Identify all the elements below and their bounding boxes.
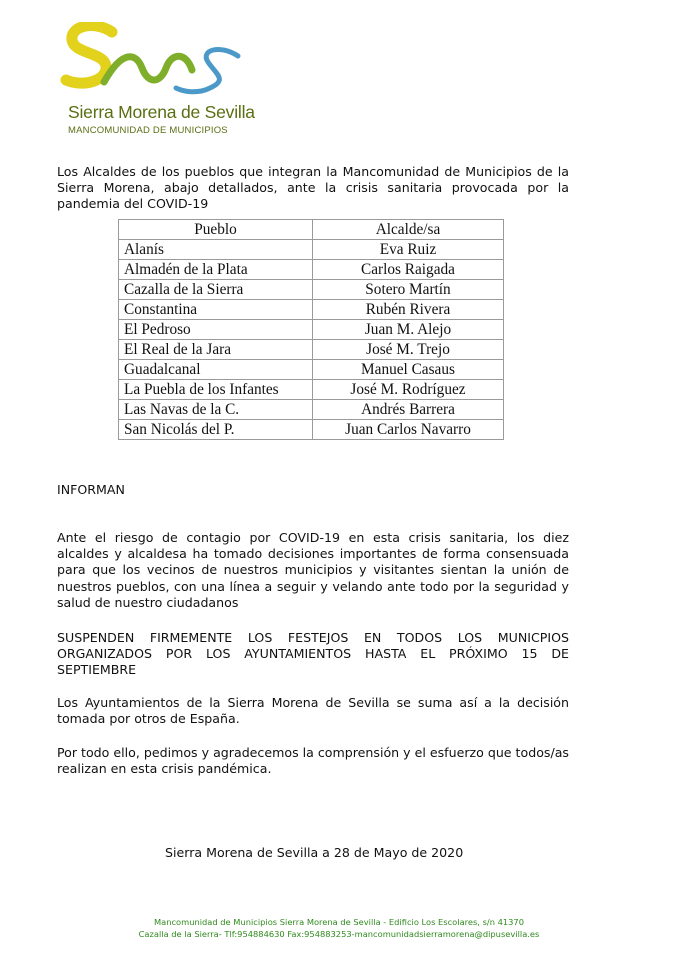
mayor-cell: Manuel Casaus [313, 360, 504, 380]
mayor-cell: Juan Carlos Navarro [313, 420, 504, 440]
body-paragraph: Los Ayuntamientos de la Sierra Morena de Sevilla se suma así a la decisión tomada por otros de España. [57, 695, 569, 727]
table-row [119, 340, 504, 360]
mayor-cell: José M. Trejo [313, 340, 504, 360]
column-header-pueblo: Pueblo [119, 220, 313, 240]
town-cell: San Nicolás del P. [119, 420, 313, 440]
town-cell: Constantina [119, 300, 313, 320]
town-cell: El Real de la Jara [119, 340, 313, 360]
footer-contact: Cazalla de la Sierra- Tlf:954884630 Fax:954883253-mancomunidadsierramorena@dipusevilla.es [138, 929, 540, 939]
town-cell: Guadalcanal [119, 360, 313, 380]
logo-subtitle: MANCOMUNIDAD DE MUNICIPIOS [68, 125, 228, 136]
suspension-statement: SUSPENDEN FIRMEMENTE LOS FESTEJOS EN TODOS LOS MUNICPIOS ORGANIZADOS POR LOS AYUNTAMIENTOS HASTA EL PRÓXIMO 15 DE SEPTIEMBRE [57, 630, 569, 678]
town-cell: Cazalla de la Sierra [119, 280, 313, 300]
body-paragraph: Por todo ello, pedimos y agradecemos la comprensión y el esfuerzo que todos/as realizan en esta crisis pandémica. [57, 745, 569, 777]
footer-address: Mancomunidad de Municipios Sierra Morena de Sevilla - Edificio Los Escolares, s/n 41370 [153, 917, 524, 927]
table-header-row [119, 220, 504, 240]
mayor-cell: Sotero Martín [313, 280, 504, 300]
column-header-alcalde: Alcalde/sa [313, 220, 504, 240]
mayor-cell: Rubén Rivera [313, 300, 504, 320]
town-cell: Las Navas de la C. [119, 400, 313, 420]
table-row [119, 380, 504, 400]
informan-heading: INFORMAN [57, 482, 125, 497]
signature-line: Sierra Morena de Sevilla a 28 de Mayo de 2020 [165, 845, 464, 860]
body-paragraph: Ante el riesgo de contagio por COVID-19 en esta crisis sanitaria, los diez alcaldes y alcaldesa ha tomado decisiones importantes de forma consensuada para que los vecinos de nuestros municipios y visitantes sientan la unión de nuestros pueblos, con una línea a seguir y velando ante todo por la seguridad y salud de nuestro ciudadanos [57, 530, 569, 610]
table-row [119, 420, 504, 440]
mayor-cell: Carlos Raigada [313, 260, 504, 280]
table-row [119, 360, 504, 380]
town-cell: Alanís [119, 240, 313, 260]
logo-name: Sierra Morena de Sevilla [68, 102, 255, 122]
mayor-cell: Juan M. Alejo [313, 320, 504, 340]
town-cell: El Pedroso [119, 320, 313, 340]
table-row [119, 260, 504, 280]
logo-swoosh-icon [60, 22, 250, 102]
town-cell: Almadén de la Plata [119, 260, 313, 280]
mayor-cell: José M. Rodríguez [313, 380, 504, 400]
table-row [119, 240, 504, 260]
mayors-table [118, 219, 504, 440]
table-row [119, 320, 504, 340]
intro-paragraph: Los Alcaldes de los pueblos que integran la Mancomunidad de Municipios de la Sierra Morena, abajo detallados, ante la crisis sanitaria provocada por la pandemia del COVID-19 [57, 164, 569, 212]
table-row [119, 300, 504, 320]
town-cell: La Puebla de los Infantes [119, 380, 313, 400]
mayor-cell: Eva Ruiz [313, 240, 504, 260]
mayor-cell: Andrés Barrera [313, 400, 504, 420]
table-row [119, 400, 504, 420]
organization-logo [60, 22, 255, 142]
table-row [119, 280, 504, 300]
